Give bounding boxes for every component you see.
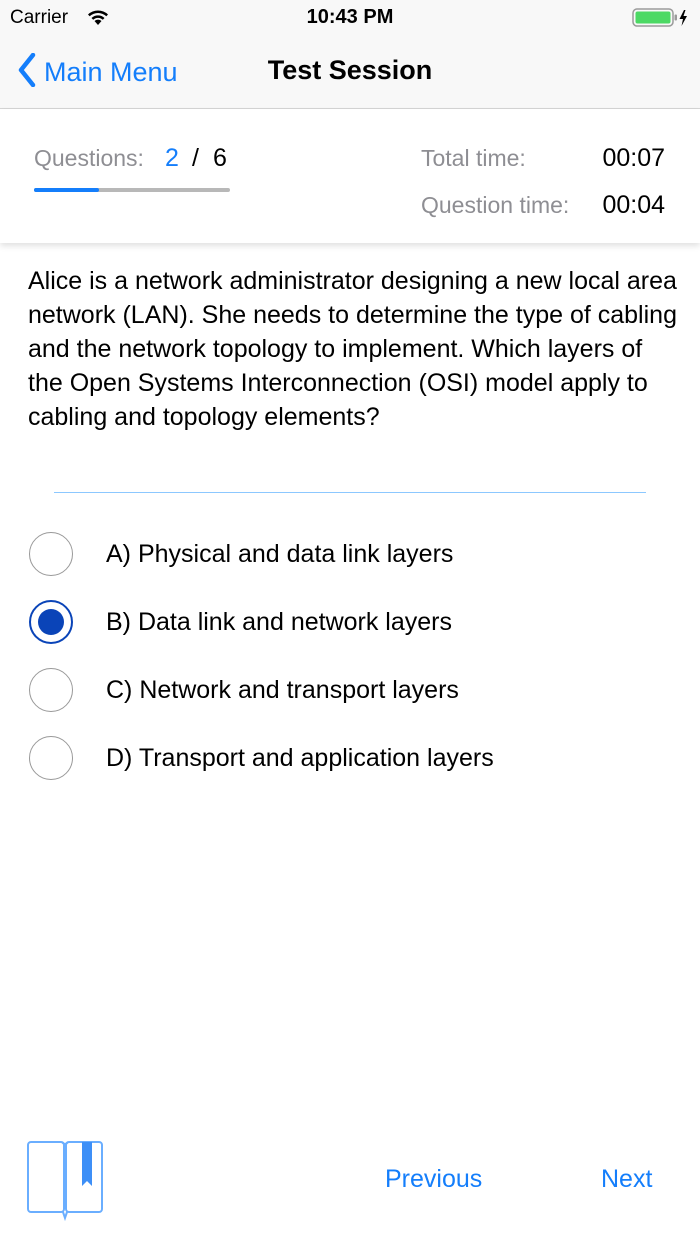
- radio-button-c[interactable]: [29, 668, 73, 712]
- question-text: Alice is a network administrator designing a new local area network (LAN). She needs to determine the type of cabling and the network topology to implement. Which layers of the Open Systems Interconnection (OSI) model apply to cabling and topology elements?: [28, 267, 677, 431]
- question-count-separator: /: [192, 144, 199, 172]
- status-time: 10:43 PM: [306, 6, 394, 28]
- total-question-count: 6: [213, 144, 227, 172]
- total-time-label: Total time:: [421, 145, 526, 171]
- answer-option-c[interactable]: [0, 658, 700, 722]
- status-bar: [0, 0, 700, 36]
- carrier-label: Carrier: [10, 7, 69, 28]
- battery-icon: [632, 8, 692, 33]
- radio-button-d[interactable]: [29, 736, 73, 780]
- total-time-value: 00:07: [602, 144, 665, 172]
- radio-button-b[interactable]: [29, 600, 73, 644]
- back-button-label: Main Menu: [44, 56, 178, 87]
- answer-option-label: A) Physical and data link layers: [106, 539, 454, 568]
- answer-option-a[interactable]: [0, 522, 700, 586]
- bookmark-book-icon: [26, 1209, 106, 1226]
- questions-label: Questions:: [34, 145, 144, 171]
- current-question-number: 2: [165, 144, 179, 172]
- radio-button-a[interactable]: [29, 532, 73, 576]
- answer-option-b[interactable]: [0, 590, 700, 654]
- question-divider: [54, 492, 646, 493]
- question-time-value: 00:04: [602, 191, 665, 219]
- bookmark-button[interactable]: [26, 1140, 106, 1227]
- answer-option-label: B) Data link and network layers: [106, 607, 452, 636]
- question-progress-bar: [34, 188, 230, 192]
- previous-button[interactable]: Previous: [385, 1165, 483, 1193]
- answer-option-label: C) Network and transport layers: [106, 675, 459, 704]
- navigation-bar: [0, 36, 700, 109]
- page-title: Test Session: [267, 55, 433, 85]
- question-time-label: Question time:: [421, 192, 570, 218]
- next-button[interactable]: Next: [601, 1165, 653, 1193]
- answer-option-d[interactable]: [0, 726, 700, 790]
- question-progress-fill: [34, 188, 99, 192]
- session-info-card: [0, 109, 700, 243]
- answer-option-label: D) Transport and application layers: [106, 743, 494, 772]
- charging-bolt-icon: [680, 10, 688, 26]
